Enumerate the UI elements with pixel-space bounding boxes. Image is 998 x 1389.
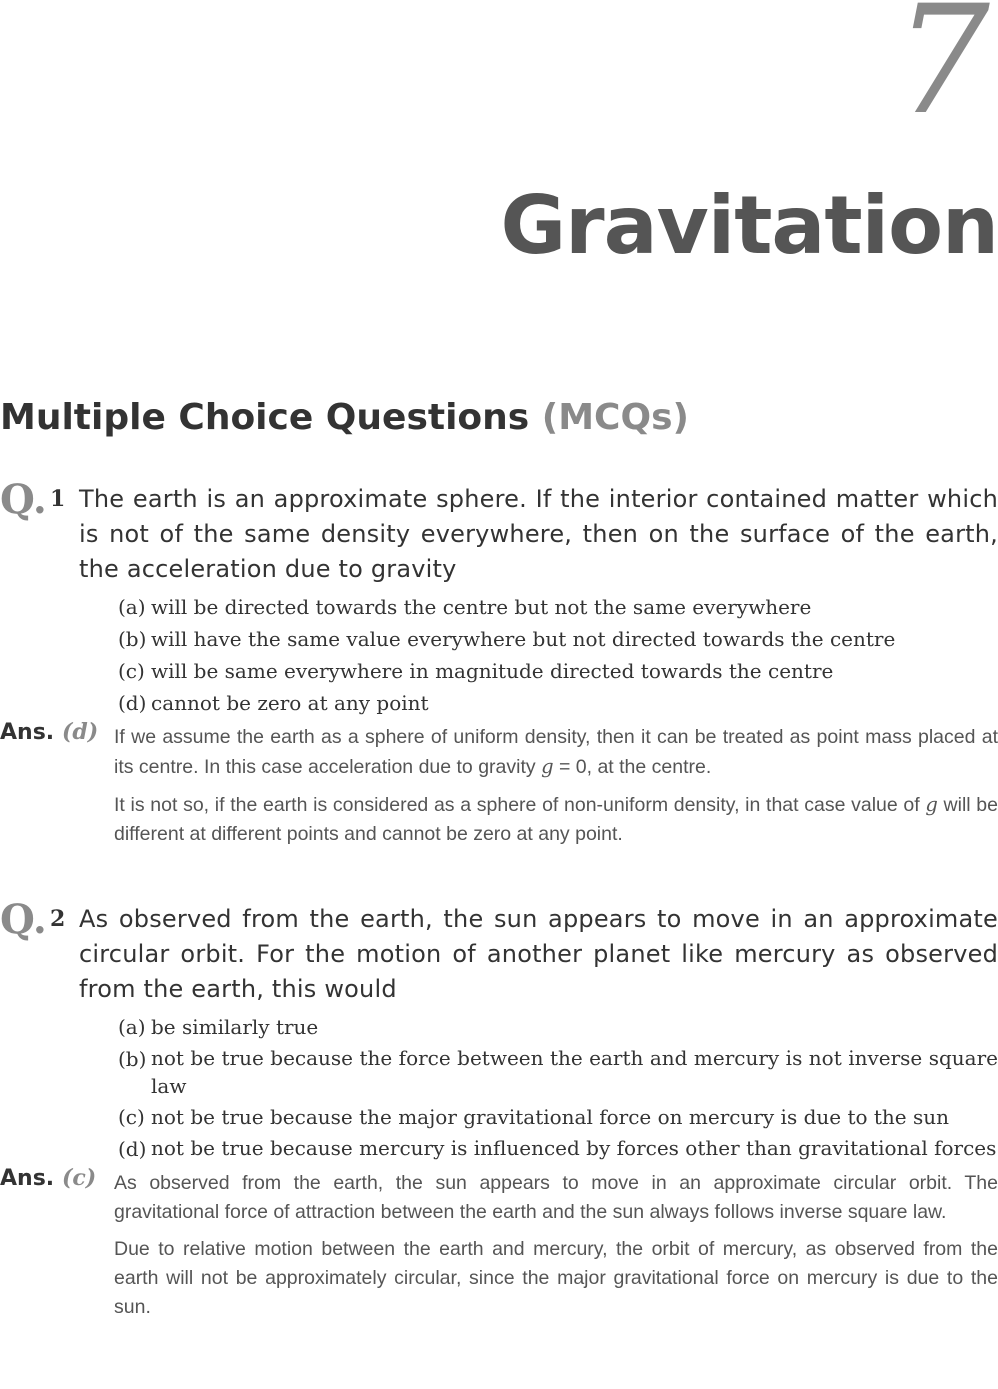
answer-text: will be different at different points and cannot be zero at any point. bbox=[114, 794, 998, 845]
option-text: will have the same value everywhere but not directed towards the centre bbox=[151, 627, 896, 651]
option-c bbox=[118, 1101, 998, 1133]
chapter-number: 7 bbox=[894, 0, 990, 148]
option-label: (b) bbox=[118, 1047, 147, 1071]
question-1 bbox=[0, 476, 998, 857]
option-b bbox=[118, 1043, 998, 1101]
option-text: not be true because mercury is influenced by forces other than gravitational forces bbox=[151, 1136, 997, 1160]
answer-text: = 0, at the centre. bbox=[553, 756, 712, 778]
option-label: (a) bbox=[118, 1015, 146, 1039]
answer-label: Ans. bbox=[0, 720, 55, 745]
option-text: will be directed towards the centre but not the same everywhere bbox=[151, 595, 812, 619]
option-label: (b) bbox=[118, 627, 147, 651]
question-text: As observed from the earth, the sun appears to move in an approximate circular orbit. For the motion of another planet like mercury as observed from the earth, this would bbox=[79, 905, 998, 1003]
option-list bbox=[118, 1011, 998, 1165]
answer-letter: (c) bbox=[62, 1165, 97, 1191]
answer-block bbox=[0, 1165, 998, 1322]
option-a bbox=[118, 1011, 998, 1043]
question-text: The earth is an approximate sphere. If the interior contained matter which is not of the same density everywhere, then on the surface of the earth, the acceleration due to gravity bbox=[79, 485, 998, 583]
question-number: 1 bbox=[50, 486, 66, 512]
option-text: be similarly true bbox=[151, 1015, 319, 1039]
option-text: not be true because the force between the earth and mercury is not inverse square law bbox=[151, 1046, 998, 1098]
question-marker: Q. bbox=[0, 476, 47, 523]
answer-letter: (d) bbox=[62, 719, 99, 745]
question-2 bbox=[0, 896, 998, 1330]
option-d bbox=[118, 687, 998, 719]
question-marker: Q. bbox=[0, 896, 47, 943]
option-list bbox=[118, 591, 998, 719]
option-label: (c) bbox=[118, 1105, 145, 1129]
section-heading-main: Multiple Choice Questions bbox=[0, 397, 530, 438]
answer-paragraph-2 bbox=[114, 790, 998, 849]
variable-g: g bbox=[925, 793, 938, 816]
option-label: (c) bbox=[118, 659, 145, 683]
option-a bbox=[118, 591, 998, 623]
answer-block bbox=[0, 719, 998, 849]
section-heading bbox=[0, 396, 689, 439]
section-heading-accent: (MCQs) bbox=[541, 397, 689, 438]
answer-text: It is not so, if the earth is considered as a sphere of non-uniform density, in that case value of bbox=[114, 794, 926, 816]
answer-paragraph-1 bbox=[114, 723, 998, 782]
option-label: (a) bbox=[118, 595, 146, 619]
option-text: will be same everywhere in magnitude directed towards the centre bbox=[151, 659, 834, 683]
answer-text: If we assume the earth as a sphere of uniform density, then it can be treated as point mass placed at its centre. In this case acceleration due to gravity bbox=[114, 726, 998, 778]
question-number: 2 bbox=[50, 906, 66, 932]
option-label: (d) bbox=[118, 691, 147, 715]
option-text: cannot be zero at any point bbox=[151, 691, 429, 715]
option-text: not be true because the major gravitational force on mercury is due to the sun bbox=[151, 1105, 950, 1129]
chapter-title: Gravitation bbox=[500, 179, 998, 272]
variable-g: g bbox=[541, 755, 554, 778]
answer-paragraph-2: Due to relative motion between the earth and mercury, the orbit of mercury, as observed from the earth will not be approximately circular, since the major gravitational force on mercury is due to the sun. bbox=[114, 1238, 998, 1318]
answer-paragraph-1: As observed from the earth, the sun appears to move in an approximate circular orbit. The gravitational force of attraction between the earth and the sun always follows inverse square law. bbox=[114, 1172, 998, 1223]
option-d bbox=[118, 1133, 998, 1165]
option-label: (d) bbox=[118, 1137, 147, 1161]
answer-label: Ans. bbox=[0, 1166, 55, 1191]
option-b bbox=[118, 623, 998, 655]
option-c bbox=[118, 655, 998, 687]
